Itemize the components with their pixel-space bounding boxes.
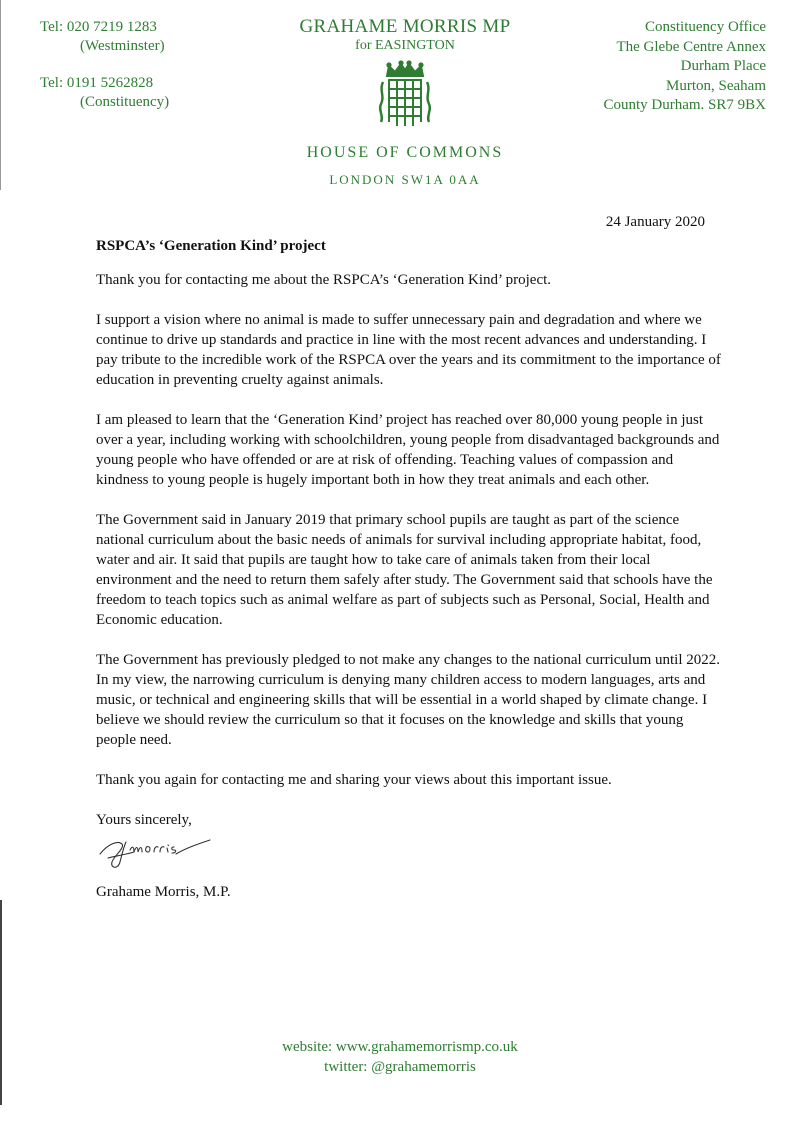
address-line: Constituency Office [645, 19, 766, 35]
paragraph: I support a vision where no animal is made to suffer unnecessary pain and degradation and where we continue to drive up standards and practice in line with the most recent advances and understanding. I pay tribute to the incredible work of the RSPCA over the years and its commitment to the importance of education in preventing cruelty against animals. [96, 312, 721, 388]
letter-date: 24 January 2020 [605, 214, 705, 230]
constituency-phone: Tel: 0191 5262828 [40, 75, 154, 91]
page-edge-shadow [0, 900, 2, 1105]
london-address: LONDON SW1A 0AA [329, 172, 481, 187]
paragraph: Thank you for contacting me about the RSPCA’s ‘Generation Kind’ project. [96, 272, 552, 288]
westminster-label: (Westminster) [80, 38, 165, 54]
letterhead-title [250, 16, 560, 130]
portcullis-icon [375, 60, 435, 130]
website-link[interactable]: website: www.grahamemorrismp.co.uk [282, 1039, 518, 1055]
handwritten-signature [94, 832, 214, 874]
constituency-name: for EASINGTON [355, 38, 455, 53]
paragraph: The Government said in January 2019 that primary school pupils are taught as part of the science national curriculum about the basic needs of animals for survival including appropriate habitat, food, water and air. It said that pupils are taught how to take care of animals taken from their local environment and the need to return them safely after study. The Government said that schools have the freedom to teach topics such as animal welfare as part of subjects such as Personal, Social, Health and Economic education. [96, 512, 713, 628]
westminster-phone: Tel: 020 7219 1283 [40, 19, 157, 35]
page-edge-shadow-top [0, 0, 1, 190]
address-line: Durham Place [680, 58, 766, 74]
header-contact-phones [40, 18, 169, 112]
signatory-name: Grahame Morris, M.P. [96, 884, 231, 900]
letter-subject: RSPCA’s ‘Generation Kind’ project [96, 238, 326, 254]
constituency-office-address [603, 18, 766, 116]
house-of-commons-label: HOUSE OF COMMONS [306, 144, 504, 161]
address-line: The Glebe Centre Annex [616, 38, 766, 55]
paragraph: Thank you again for contacting me and sharing your views about this important issue. [96, 772, 612, 788]
constituency-label: (Constituency) [80, 94, 170, 110]
address-line: Murton, Seaham [666, 77, 766, 94]
letter-footer [0, 1037, 800, 1077]
address-line: County Durham. SR7 9BX [603, 97, 766, 113]
mp-name: GRAHAME MORRIS MP [299, 16, 511, 37]
closing-salutation: Yours sincerely, [96, 812, 192, 828]
twitter-handle[interactable]: twitter: @grahamemorris [324, 1059, 476, 1075]
paragraph: The Government has previously pledged to not make any changes to the national curriculum until 2022. In my view, the narrowing curriculum is denying many children access to modern languages, arts and music, or technical and engineering skills that will be essential in a world shaped by climate change. I believe we should review the curriculum so that it focuses on the knowledge and skills that young people need. [96, 652, 721, 748]
paragraph: I am pleased to learn that the ‘Generation Kind’ project has reached over 80,000 young people in just over a year, including working with schoolchildren, young people from disadvantaged backgrounds and young people who have offended or are at risk of offending. Teaching values of compassion and kindness to young people is hugely important both in how they treat animals and each other. [96, 412, 720, 488]
letter-body [96, 236, 726, 902]
